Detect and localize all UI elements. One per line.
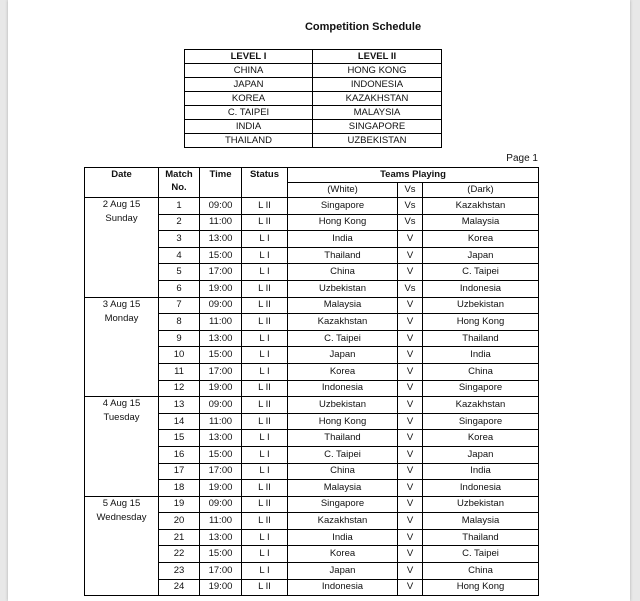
level-1-header: LEVEL I: [185, 50, 313, 64]
match-number: 9: [159, 330, 200, 347]
white-team: Hong Kong: [288, 413, 398, 430]
match-number: 14: [159, 413, 200, 430]
level-1-team: JAPAN: [185, 78, 313, 92]
vs-marker: V: [398, 529, 423, 546]
white-header: (White): [288, 183, 398, 198]
match-time: 13:00: [200, 330, 242, 347]
level-2-team: KAZAKHSTAN: [313, 92, 442, 106]
white-team: Singapore: [288, 198, 398, 215]
match-time: 11:00: [200, 513, 242, 530]
levels-row: [185, 64, 442, 78]
vs-marker: V: [398, 231, 423, 248]
date-cell: [85, 397, 159, 497]
match-status: L I: [242, 363, 288, 380]
match-number: 24: [159, 579, 200, 596]
date-cell: [85, 496, 159, 596]
page-number: Page 1: [506, 153, 538, 164]
dark-team: Malaysia: [423, 513, 539, 530]
match-status: L II: [242, 198, 288, 215]
match-number: 17: [159, 463, 200, 480]
dark-team: Japan: [423, 446, 539, 463]
match-no-label: Match No.: [165, 169, 193, 193]
dark-team: Hong Kong: [423, 314, 539, 331]
dark-team: Kazakhstan: [423, 397, 539, 414]
vs-marker: V: [398, 563, 423, 580]
levels-row: [185, 92, 442, 106]
vs-marker: V: [398, 513, 423, 530]
match-time: 13:00: [200, 529, 242, 546]
white-team: Kazakhstan: [288, 314, 398, 331]
status-header: Status: [242, 168, 288, 198]
vs-marker: V: [398, 314, 423, 331]
vs-marker: V: [398, 397, 423, 414]
match-time: 09:00: [200, 397, 242, 414]
teams-playing-header: Teams Playing: [288, 168, 539, 183]
match-number: 22: [159, 546, 200, 563]
dark-header: (Dark): [423, 183, 539, 198]
match-number: 18: [159, 480, 200, 497]
match-status: L II: [242, 214, 288, 231]
match-status: L II: [242, 397, 288, 414]
vs-marker: Vs: [398, 280, 423, 297]
dark-team: Indonesia: [423, 480, 539, 497]
match-time: 15:00: [200, 247, 242, 264]
level-2-header: LEVEL II: [313, 50, 442, 64]
dark-team: C. Taipei: [423, 546, 539, 563]
level-2-team: HONG KONG: [313, 64, 442, 78]
white-team: Hong Kong: [288, 214, 398, 231]
match-time: 19:00: [200, 380, 242, 397]
match-number: 11: [159, 363, 200, 380]
match-date: 3 Aug 15: [102, 298, 141, 310]
white-team: Korea: [288, 546, 398, 563]
match-time: 19:00: [200, 480, 242, 497]
dark-team: Indonesia: [423, 280, 539, 297]
table-row: [85, 198, 539, 215]
vs-marker: V: [398, 330, 423, 347]
dark-team: Hong Kong: [423, 579, 539, 596]
match-number: 23: [159, 563, 200, 580]
schedule-header-row: [85, 168, 539, 183]
dark-team: China: [423, 563, 539, 580]
vs-marker: V: [398, 297, 423, 314]
match-number: 2: [159, 214, 200, 231]
match-status: L II: [242, 496, 288, 513]
vs-header: Vs: [398, 183, 423, 198]
match-status: L II: [242, 297, 288, 314]
match-status: L II: [242, 480, 288, 497]
match-status: L II: [242, 513, 288, 530]
levels-row: [185, 106, 442, 120]
page-title: Competition Schedule: [304, 21, 422, 33]
schedule-table: [84, 167, 539, 596]
match-status: L I: [242, 463, 288, 480]
vs-marker: V: [398, 363, 423, 380]
level-2-team: MALAYSIA: [313, 106, 442, 120]
white-team: Korea: [288, 363, 398, 380]
match-number: 4: [159, 247, 200, 264]
match-time: 19:00: [200, 280, 242, 297]
vs-marker: V: [398, 264, 423, 281]
match-status: L II: [242, 280, 288, 297]
match-time: 13:00: [200, 231, 242, 248]
level-2-team: INDONESIA: [313, 78, 442, 92]
white-team: Uzbekistan: [288, 397, 398, 414]
white-team: India: [288, 231, 398, 248]
match-number: 13: [159, 397, 200, 414]
vs-marker: V: [398, 347, 423, 364]
match-status: L I: [242, 563, 288, 580]
match-status: L I: [242, 264, 288, 281]
white-team: China: [288, 264, 398, 281]
match-time: 17:00: [200, 264, 242, 281]
white-team: Thailand: [288, 430, 398, 447]
match-date: 5 Aug 15: [102, 497, 141, 509]
table-row: [85, 397, 539, 414]
dark-team: Uzbekistan: [423, 297, 539, 314]
time-header: Time: [200, 168, 242, 198]
dark-team: India: [423, 463, 539, 480]
dark-team: Korea: [423, 430, 539, 447]
match-weekday: Wednesday: [96, 511, 147, 523]
match-number: 12: [159, 380, 200, 397]
level-2-team: SINGAPORE: [313, 120, 442, 134]
white-team: China: [288, 463, 398, 480]
match-number: 6: [159, 280, 200, 297]
vs-marker: V: [398, 496, 423, 513]
date-cell: [85, 297, 159, 397]
match-number: 7: [159, 297, 200, 314]
white-team: C. Taipei: [288, 330, 398, 347]
match-status: L I: [242, 347, 288, 364]
match-time: 15:00: [200, 347, 242, 364]
levels-header-row: [185, 50, 442, 64]
match-time: 11:00: [200, 314, 242, 331]
level-1-team: CHINA: [185, 64, 313, 78]
level-1-team: INDIA: [185, 120, 313, 134]
document-page: [8, 0, 630, 601]
match-status: L I: [242, 546, 288, 563]
match-status: L I: [242, 446, 288, 463]
vs-marker: V: [398, 463, 423, 480]
levels-row: [185, 134, 442, 148]
match-date: 2 Aug 15: [102, 199, 141, 210]
levels-table: [184, 49, 442, 148]
match-status: L I: [242, 247, 288, 264]
match-time: 15:00: [200, 446, 242, 463]
date-header: Date: [85, 168, 159, 198]
match-number: 16: [159, 446, 200, 463]
match-status: L I: [242, 231, 288, 248]
match-number: 19: [159, 496, 200, 513]
match-status: L II: [242, 314, 288, 331]
match-number: 1: [159, 198, 200, 215]
dark-team: China: [423, 363, 539, 380]
match-number: 5: [159, 264, 200, 281]
dark-team: Kazakhstan: [423, 198, 539, 215]
vs-marker: V: [398, 247, 423, 264]
match-status: L I: [242, 330, 288, 347]
white-team: Uzbekistan: [288, 280, 398, 297]
vs-marker: V: [398, 430, 423, 447]
match-time: 13:00: [200, 430, 242, 447]
vs-marker: V: [398, 413, 423, 430]
match-time: 09:00: [200, 496, 242, 513]
match-time: 11:00: [200, 214, 242, 231]
match-status: L II: [242, 413, 288, 430]
white-team: Kazakhstan: [288, 513, 398, 530]
match-number: 10: [159, 347, 200, 364]
match-number: 15: [159, 430, 200, 447]
match-status: L II: [242, 579, 288, 596]
vs-marker: Vs: [398, 214, 423, 231]
vs-marker: V: [398, 579, 423, 596]
match-time: 17:00: [200, 563, 242, 580]
level-1-team: KOREA: [185, 92, 313, 106]
dark-team: Thailand: [423, 330, 539, 347]
match-time: 11:00: [200, 413, 242, 430]
match-number: 21: [159, 529, 200, 546]
dark-team: C. Taipei: [423, 264, 539, 281]
levels-row: [185, 78, 442, 92]
white-team: Thailand: [288, 247, 398, 264]
dark-team: Malaysia: [423, 214, 539, 231]
dark-team: Thailand: [423, 529, 539, 546]
match-no-header: [159, 168, 200, 198]
match-status: L I: [242, 529, 288, 546]
match-status: L II: [242, 380, 288, 397]
date-cell: [85, 198, 159, 298]
table-row: [85, 297, 539, 314]
white-team: Malaysia: [288, 480, 398, 497]
vs-marker: V: [398, 480, 423, 497]
match-number: 3: [159, 231, 200, 248]
vs-marker: V: [398, 380, 423, 397]
match-time: 17:00: [200, 463, 242, 480]
level-1-team: THAILAND: [185, 134, 313, 148]
dark-team: Singapore: [423, 413, 539, 430]
white-team: Malaysia: [288, 297, 398, 314]
white-team: Indonesia: [288, 579, 398, 596]
white-team: Japan: [288, 563, 398, 580]
white-team: India: [288, 529, 398, 546]
table-row: [85, 496, 539, 513]
white-team: C. Taipei: [288, 446, 398, 463]
match-status: L I: [242, 430, 288, 447]
match-date: 4 Aug 15: [102, 398, 141, 410]
match-time: 09:00: [200, 297, 242, 314]
match-time: 09:00: [200, 198, 242, 215]
match-weekday: Tuesday: [103, 412, 140, 424]
dark-team: Singapore: [423, 380, 539, 397]
white-team: Singapore: [288, 496, 398, 513]
match-number: 8: [159, 314, 200, 331]
match-time: 15:00: [200, 546, 242, 563]
match-weekday: Monday: [104, 312, 139, 324]
level-1-team: C. TAIPEI: [185, 106, 313, 120]
match-number: 20: [159, 513, 200, 530]
vs-marker: Vs: [398, 198, 423, 215]
dark-team: Japan: [423, 247, 539, 264]
dark-team: Korea: [423, 231, 539, 248]
level-2-team: UZBEKISTAN: [313, 134, 442, 148]
dark-team: India: [423, 347, 539, 364]
vs-marker: V: [398, 546, 423, 563]
levels-row: [185, 120, 442, 134]
match-time: 17:00: [200, 363, 242, 380]
match-time: 19:00: [200, 579, 242, 596]
white-team: Japan: [288, 347, 398, 364]
vs-marker: V: [398, 446, 423, 463]
white-team: Indonesia: [288, 380, 398, 397]
match-weekday: Sunday: [105, 213, 138, 224]
dark-team: Uzbekistan: [423, 496, 539, 513]
